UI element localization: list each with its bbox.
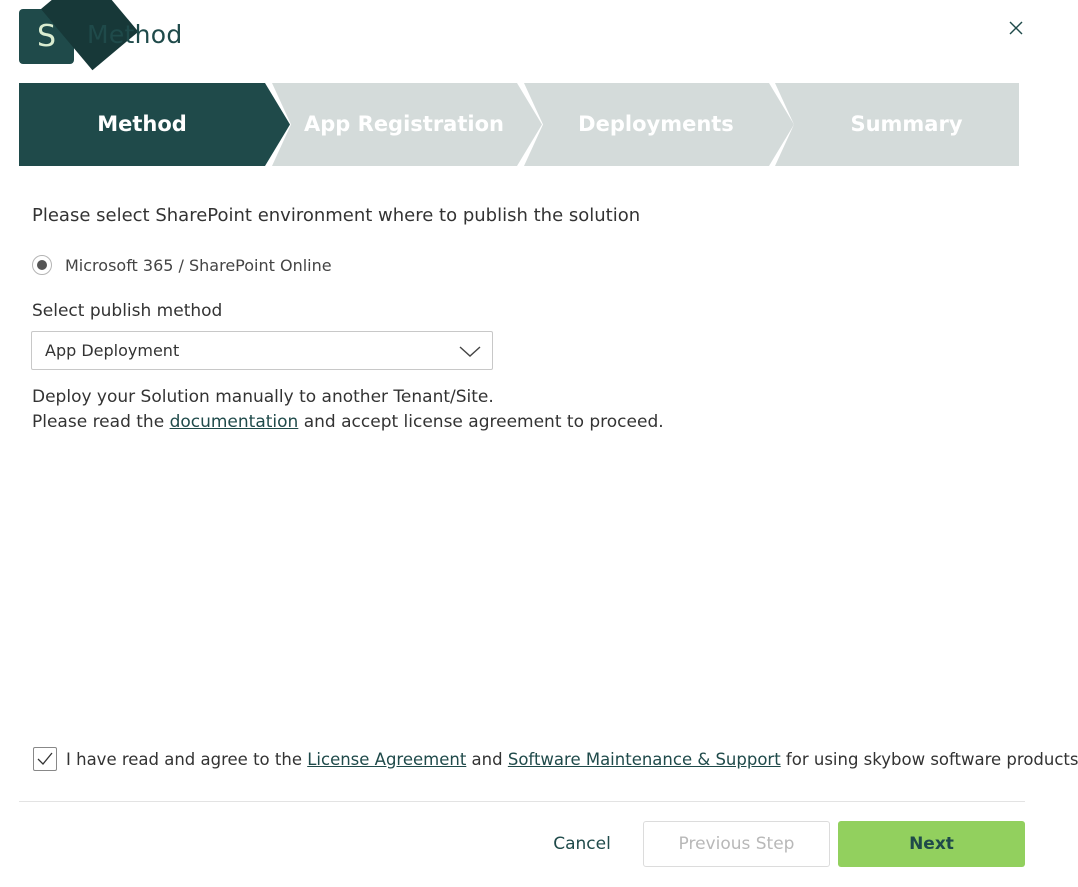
agreement-text-end: for using skybow software products	[780, 749, 1078, 769]
chevron-down-icon	[458, 342, 482, 360]
environment-option-label[interactable]: Microsoft 365 / SharePoint Online	[65, 255, 332, 275]
publish-method-value: App Deployment	[45, 341, 180, 360]
step-summary: Summary	[850, 112, 963, 136]
publish-method-select[interactable]	[31, 331, 493, 370]
description-line-2	[32, 410, 664, 435]
method-description	[32, 385, 664, 435]
agreement-text-mid: and	[466, 749, 508, 769]
app-logo-letter: S	[36, 19, 57, 54]
step-deployments: Deployments	[578, 112, 734, 136]
next-button[interactable]: Next	[838, 821, 1025, 867]
license-agreement-link[interactable]: License Agreement	[307, 749, 467, 769]
footer-divider	[19, 801, 1025, 802]
step-method: Method	[97, 112, 187, 136]
license-agreement-checkbox[interactable]	[33, 747, 57, 771]
close-button[interactable]	[1006, 18, 1026, 38]
description-line-1: Deploy your Solution manually to another Tenant/Site.	[32, 387, 494, 407]
publish-method-label: Select publish method	[32, 301, 223, 321]
description-text: Please read the	[32, 412, 170, 432]
environment-option-m365[interactable]	[32, 253, 332, 277]
license-agreement-text	[66, 750, 1078, 769]
description-text-end: and accept license agreement to proceed.	[298, 412, 664, 432]
close-icon	[1006, 18, 1026, 38]
dialog-title: Method	[87, 20, 183, 49]
previous-step-button[interactable]: Previous Step	[643, 821, 830, 867]
radio-button[interactable]	[32, 255, 52, 275]
maintenance-support-link[interactable]: Software Maintenance & Support	[507, 749, 781, 769]
step-app-registration: App Registration	[304, 112, 504, 136]
cancel-button[interactable]: Cancel	[553, 834, 611, 854]
radio-selected-dot	[37, 260, 47, 270]
license-agreement-row	[33, 747, 1078, 771]
environment-prompt: Please select SharePoint environment where to publish the solution	[32, 205, 641, 226]
app-logo	[19, 9, 74, 64]
checkmark-icon	[36, 751, 54, 767]
wizard-steps	[19, 83, 1019, 166]
documentation-link[interactable]: documentation	[169, 412, 299, 432]
agreement-text-start: I have read and agree to the	[66, 749, 308, 769]
